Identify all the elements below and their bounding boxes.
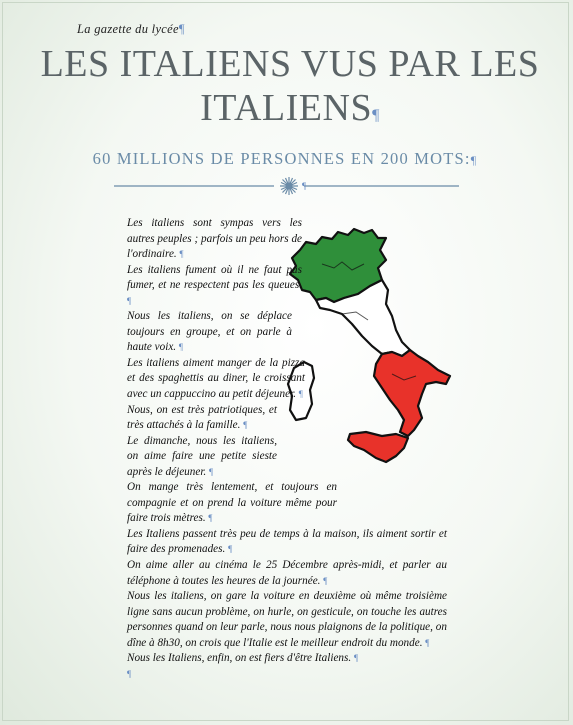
pilcrow-mark: ¶ [179, 249, 184, 260]
paragraph: Nous les italiens, on se déplace toujours en groupe, et on parle à haute voix. ¶ [127, 310, 292, 354]
paragraph: Les italiens sont sympas vers les autres peuples ; parfois un peu hors de l'ordinaire. ¶ [127, 217, 302, 261]
gazette-header: La gazette du lycée¶ [77, 22, 185, 36]
paragraph: Les italiens fument où il ne faut pas fumer, et ne respectent pas les queues. ¶ [127, 263, 302, 306]
pilcrow-mark: ¶ [372, 107, 380, 124]
paragraph: Nous, on est très patriotiques, et très attachés à la famille. ¶ [127, 403, 277, 432]
pilcrow-mark: ¶ [178, 22, 185, 36]
paragraph: On mange très lentement, et toujours en compagnie et on prend la voiture même pour faire trois mètres. ¶ [127, 481, 337, 525]
pilcrow-mark: ¶ [353, 653, 359, 664]
pilcrow-mark: ¶ [425, 637, 430, 648]
pilcrow-mark: ¶ [298, 389, 303, 400]
sunburst-ornament-icon [280, 177, 298, 195]
pilcrow-mark: ¶ [323, 575, 328, 586]
paragraph: Les italiens aiment manger de la pizza et des spaghettis au diner, le croissant avec un cappuccino au petit déjeuner. ¶ [127, 356, 305, 401]
svg-text:¶: ¶ [302, 181, 307, 191]
pilcrow-mark: ¶ [127, 295, 132, 306]
pilcrow-mark: ¶ [228, 544, 233, 555]
page-subtitle: 60 MILLIONS DE PERSONNES EN 200 MOTS:¶ [92, 149, 478, 168]
page-title: LES ITALIENS VUS PAR LES ITALIENS¶ [40, 43, 540, 129]
pilcrow-mark: ¶ [470, 153, 478, 167]
paragraph: Nous les italiens, on gare la voiture en deuxième où même troisième ligne sans aucun problème, on hurle, on gesticule, on touche les autres personnes quand on leur parle, nous nous plaignons de la politique, on dîne à 8h30, on crois que l'Italie est le meilleur endroit du monde. ¶ [127, 590, 447, 649]
paragraph: On aime aller au cinéma le 25 Décembre après-midi, et parler au téléphone à toutes les heures de la journée. ¶ [127, 559, 447, 587]
ornament-divider [114, 176, 459, 196]
paragraph: Nous les Italiens, enfin, on est fiers d'être Italiens. ¶ [127, 652, 359, 665]
paragraph [127, 667, 447, 683]
pilcrow-mark: ¶ [178, 342, 183, 353]
article-body [127, 216, 447, 682]
pilcrow-mark: ¶ [209, 466, 214, 477]
paragraph: Les Italiens passent très peu de temps à la maison, ils aiment sortir et faire des promenades. ¶ [127, 527, 447, 556]
pilcrow-mark: ¶ [208, 513, 213, 524]
pilcrow-mark: ¶ [127, 668, 132, 679]
paragraph: Le dimanche, nous les italiens, on aime faire une petite sieste après le déjeuner. ¶ [127, 434, 277, 478]
pilcrow-mark: ¶ [243, 420, 248, 431]
